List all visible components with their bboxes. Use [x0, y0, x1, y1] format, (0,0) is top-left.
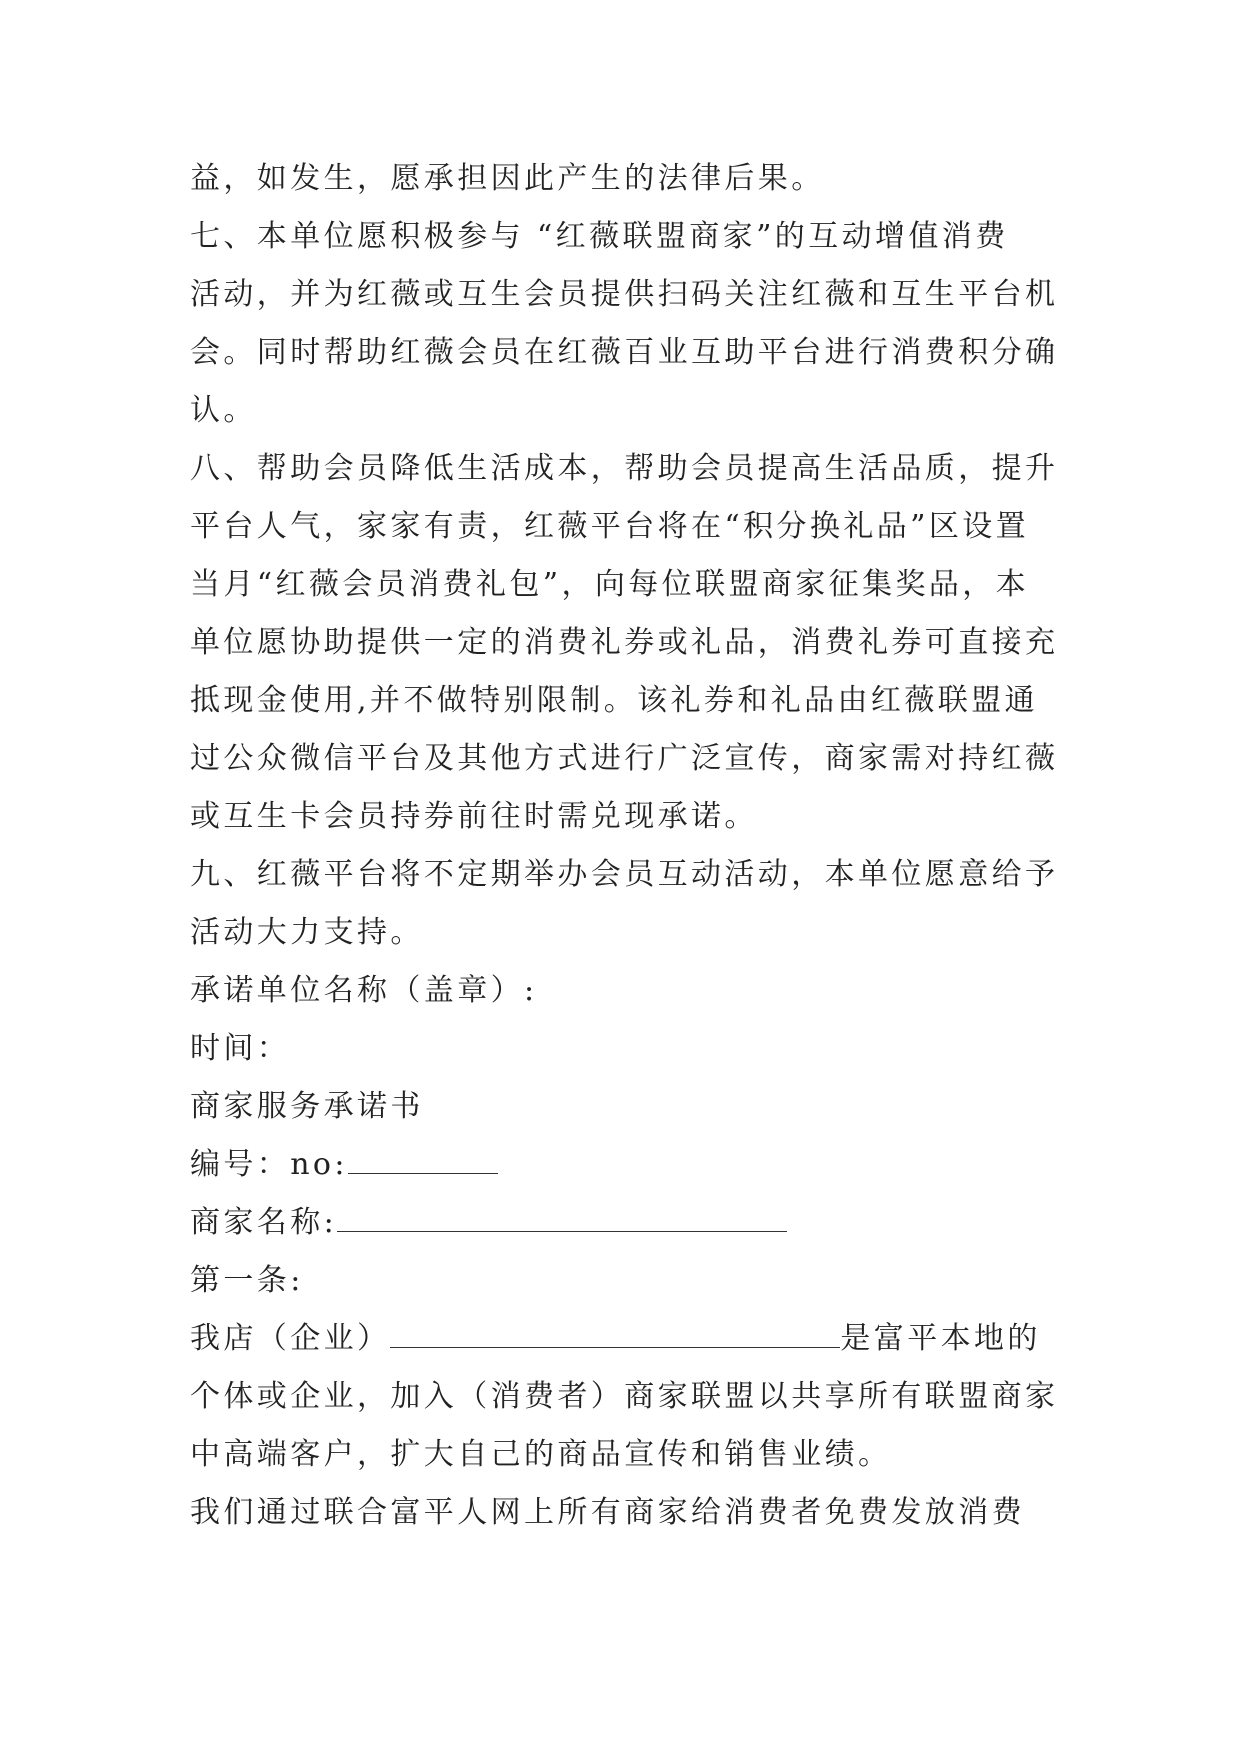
text-line: 益，如发生，愿承担因此产生的法律后果。 [190, 161, 825, 196]
store-row [190, 1310, 1050, 1368]
text-line: 七、本单位愿积极参与 “红薇联盟商家”的互动增值消费 [190, 219, 1009, 254]
text-line: 单位愿协助提供一定的消费礼券或礼品，消费礼券可直接充 [190, 625, 1059, 660]
text-line: 我们通过联合富平人网上所有商家给消费者免费发放消费 [190, 1495, 1025, 1530]
signature-unit-label: 承诺单位名称（盖章）: [190, 973, 538, 1008]
number-label: 编号：no: [190, 1147, 348, 1182]
merchant-name-blank-field[interactable] [337, 1195, 787, 1232]
date-label: 时间： [190, 1031, 291, 1066]
text-line: 活动大力支持。 [190, 915, 424, 950]
text-line: 当月“红薇会员消费礼包”，向每位联盟商家征集奖品，本 [190, 567, 1030, 602]
number-row [190, 1136, 1050, 1194]
text-line: 九、红薇平台将不定期举办会员互动活动，本单位愿意给予 [190, 857, 1059, 892]
text-line: 平台人气，家家有责，红薇平台将在“积分换礼品”区设置 [190, 509, 1030, 544]
document-body [190, 150, 1059, 1542]
merchant-name-row [190, 1194, 1050, 1252]
number-blank-field[interactable] [348, 1137, 498, 1174]
text-line: 会。同时帮助红薇会员在红薇百业互助平台进行消费积分确 [190, 335, 1059, 370]
text-line: 或互生卡会员持券前往时需兑现承诺。 [190, 799, 758, 834]
store-name-blank-field[interactable] [390, 1311, 840, 1348]
text-line: 八、帮助会员降低生活成本，帮助会员提高生活品质，提升 [190, 451, 1059, 486]
text-line: 中高端客户，扩大自己的商品宣传和销售业绩。 [190, 1437, 892, 1472]
merchant-name-label: 商家名称: [190, 1205, 338, 1240]
store-suffix: 是富平本地的 [840, 1321, 1041, 1356]
text-line: 活动，并为红薇或互生会员提供扫码关注红薇和互生平台机 [190, 277, 1059, 312]
article-label: 第一条: [190, 1263, 304, 1298]
text-line: 抵现金使用,并不做特别限制。该礼券和礼品由红薇联盟通 [190, 683, 1038, 718]
store-prefix: 我店（企业） [190, 1321, 391, 1356]
text-line: 过公众微信平台及其他方式进行广泛宣传，商家需对持红薇 [190, 741, 1059, 776]
text-line: 个体或企业，加入（消费者）商家联盟以共享所有联盟商家 [190, 1379, 1059, 1414]
text-line: 认。 [190, 393, 257, 428]
document-title: 商家服务承诺书 [190, 1089, 424, 1124]
